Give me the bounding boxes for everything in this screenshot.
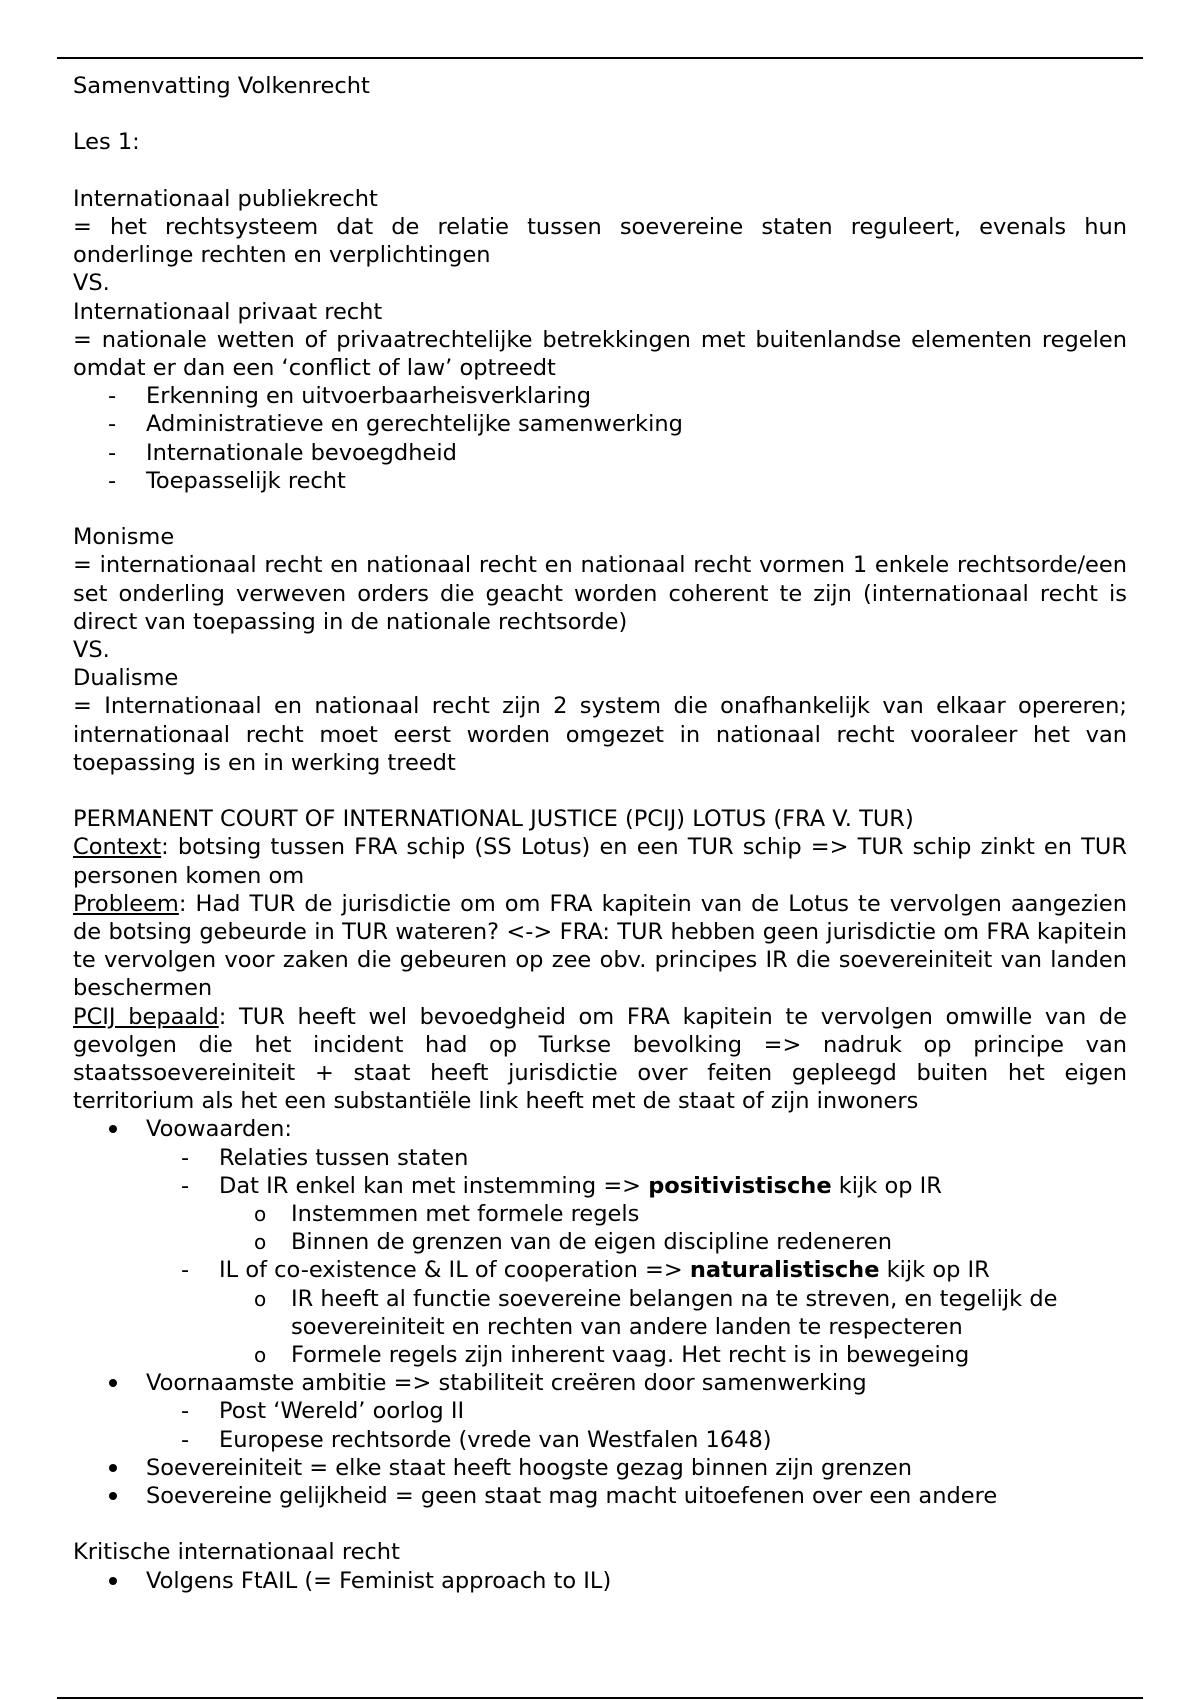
dash-marker: - — [108, 439, 117, 466]
list-item — [73, 410, 1127, 438]
dualisme-heading: Dualisme — [73, 665, 179, 692]
probleem-text: : Had TUR de jurisdictie om om FRA kapitein van de Lotus te vervolgen aangezien de botsing gebeurde in TUR wateren? <-> FRA: TUR hebben geen jurisdictie om FRA kapitein te vervolgen voor zaken die gebeuren op zee obv. principes IR die soevereiniteit van landen beschermen — [73, 890, 1127, 1002]
list-item — [73, 1200, 1127, 1228]
list-item — [73, 382, 1127, 410]
spacer — [73, 495, 1127, 523]
lotus-list — [73, 1115, 1127, 1510]
pcij-label: PCIJ bepaald — [73, 1003, 219, 1030]
circle-marker: o — [254, 1286, 267, 1311]
list-item-text: kijk op IR — [831, 1172, 942, 1199]
monisme-definition: = internationaal recht en nationaal recht en nationaal recht vormen 1 enkele rechtsorde/een set onderling verweven orders die geacht worden coherent te zijn (internationaal recht is direct van toepassing in de nationale rechtsorde) — [73, 552, 1127, 635]
list-item — [73, 1256, 1127, 1284]
list-item — [73, 1341, 1127, 1369]
spacer — [73, 1510, 1127, 1538]
circle-marker: o — [254, 1230, 267, 1255]
list-item-text: Erkenning en uitvoerbaarheisverklaring — [146, 383, 592, 410]
lotus-pcij-ruling — [73, 1003, 1127, 1116]
document-title: Samenvatting Volkenrecht — [73, 73, 370, 99]
bullet-icon — [109, 1125, 117, 1133]
list-item — [73, 1285, 1127, 1341]
list-item-text: Voornaamste ambitie => stabiliteit creëren door samenwerking — [146, 1370, 867, 1397]
pcij-text: : TUR heeft wel bevoedgheid om FRA kapitein te vervolgen omwille van de gevolgen die het incident had op Turkse bevolking => nadruk op principe van staatssoevereiniteit + staat heeft jurisdictie over feiten gepleegd buiten het eigen territorium als het een substantiële link heeft met de staat of zijn inwoners — [73, 1003, 1128, 1115]
list-item-text: IR heeft al functie soevereine belangen na te streven, en tegelijk de soevereiniteit en rechten van andere landen te respecteren — [291, 1285, 1058, 1340]
list-item-text: Soevereiniteit = elke staat heeft hoogste gezag binnen zijn grenzen — [146, 1454, 913, 1481]
dash-marker: - — [181, 1426, 190, 1453]
spacer — [73, 777, 1127, 805]
list-item — [73, 439, 1127, 467]
lotus-probleem — [73, 890, 1127, 1003]
bullet-icon — [109, 1577, 117, 1585]
list-item — [73, 1369, 1127, 1397]
dash-marker: - — [181, 1172, 190, 1199]
context-label: Context — [73, 834, 162, 861]
list-item — [73, 1397, 1127, 1425]
circle-marker: o — [254, 1343, 267, 1368]
list-item-text: Formele regels zijn inherent vaag. Het recht is in bewegeing — [291, 1342, 970, 1369]
list-item-text: Instemmen met formele regels — [291, 1201, 640, 1228]
list-item — [73, 1115, 1127, 1143]
list-item — [73, 467, 1127, 495]
context-text: : botsing tussen FRA schip (SS Lotus) en een TUR schip => TUR schip zinkt en TUR personen komen om — [73, 834, 1127, 889]
list-item — [73, 1172, 1127, 1200]
versus-label: VS. — [73, 637, 110, 664]
circle-marker: o — [254, 1202, 267, 1227]
ipr-heading: Internationaal publiekrecht — [73, 185, 378, 212]
list-item-text: Post ‘Wereld’ oorlog II — [219, 1398, 465, 1425]
list-item-text: IL of co-existence & IL of cooperation => — [219, 1257, 690, 1284]
monisme-heading: Monisme — [73, 524, 175, 551]
list-item-text: Volgens FtAIL (= Feminist approach to IL) — [146, 1567, 612, 1594]
list-item — [73, 1228, 1127, 1256]
dualisme-definition: = Internationaal en nationaal recht zijn 2 system die onafhankelijk van elkaar opereren; internationaal recht moet eerst worden omgezet in nationaal recht vooraleer het van toepassing is en in werking treedt — [73, 693, 1127, 776]
dash-marker: - — [181, 1257, 190, 1284]
dash-marker: - — [108, 383, 117, 410]
list-item — [73, 1454, 1127, 1482]
ipr-definition: = het rechtsysteem dat de relatie tussen soevereine staten reguleert, evenals hun onderlinge rechten en verplichtingen — [73, 213, 1127, 269]
probleem-label: Probleem — [73, 890, 179, 917]
list-item-text: Soevereine gelijkheid = geen staat mag macht uitoefenen over een andere — [146, 1483, 998, 1510]
list-item — [73, 1144, 1127, 1172]
footer-rule — [57, 1697, 1143, 1699]
lotus-context — [73, 833, 1127, 889]
list-item-text: Voowaarden: — [146, 1116, 292, 1143]
spacer — [73, 100, 1127, 128]
ipvr-definition: = nationale wetten of privaatrechtelijke betrekkingen met buitenlandse elementen regelen omdat er dan een ‘conflict of law’ optreedt — [73, 326, 1127, 381]
versus-label: VS. — [73, 270, 110, 297]
list-item — [73, 1426, 1127, 1454]
list-item-text: Toepasselijk recht — [146, 467, 346, 494]
kritisch-heading: Kritische internationaal recht — [73, 1539, 400, 1566]
list-item-text: Europese rechtsorde (vrede van Westfalen 1648) — [219, 1426, 772, 1453]
list-item — [73, 1482, 1127, 1510]
bold-term: naturalistische — [689, 1257, 880, 1284]
list-item-text: Internationale bevoegdheid — [146, 439, 457, 466]
header-rule — [57, 57, 1143, 59]
spacer — [73, 157, 1127, 185]
list-item-text: Administratieve en gerechtelijke samenwerking — [146, 411, 683, 438]
bullet-icon — [109, 1379, 117, 1387]
dash-marker: - — [108, 411, 117, 438]
list-item — [73, 1567, 1127, 1595]
bullet-icon — [109, 1464, 117, 1472]
lotus-heading: PERMANENT COURT OF INTERNATIONAL JUSTICE (PCIJ) LOTUS (FRA V. TUR) — [73, 806, 914, 833]
document-page — [73, 72, 1127, 1595]
bold-term: positivistische — [648, 1172, 832, 1199]
lesson-heading: Les 1: — [73, 129, 140, 156]
dash-marker: - — [181, 1398, 190, 1425]
dash-marker: - — [181, 1144, 190, 1171]
list-item-text: Dat IR enkel kan met instemming => — [219, 1172, 649, 1199]
kritisch-list — [73, 1567, 1127, 1595]
ipvr-list — [73, 382, 1127, 495]
list-item-text: kijk op IR — [879, 1257, 990, 1284]
dash-marker: - — [108, 467, 117, 494]
list-item-text: Relaties tussen staten — [219, 1144, 469, 1171]
ipvr-heading: Internationaal privaat recht — [73, 298, 383, 325]
list-item-text: Binnen de grenzen van de eigen discipline redeneren — [291, 1229, 892, 1256]
bullet-icon — [109, 1492, 117, 1500]
